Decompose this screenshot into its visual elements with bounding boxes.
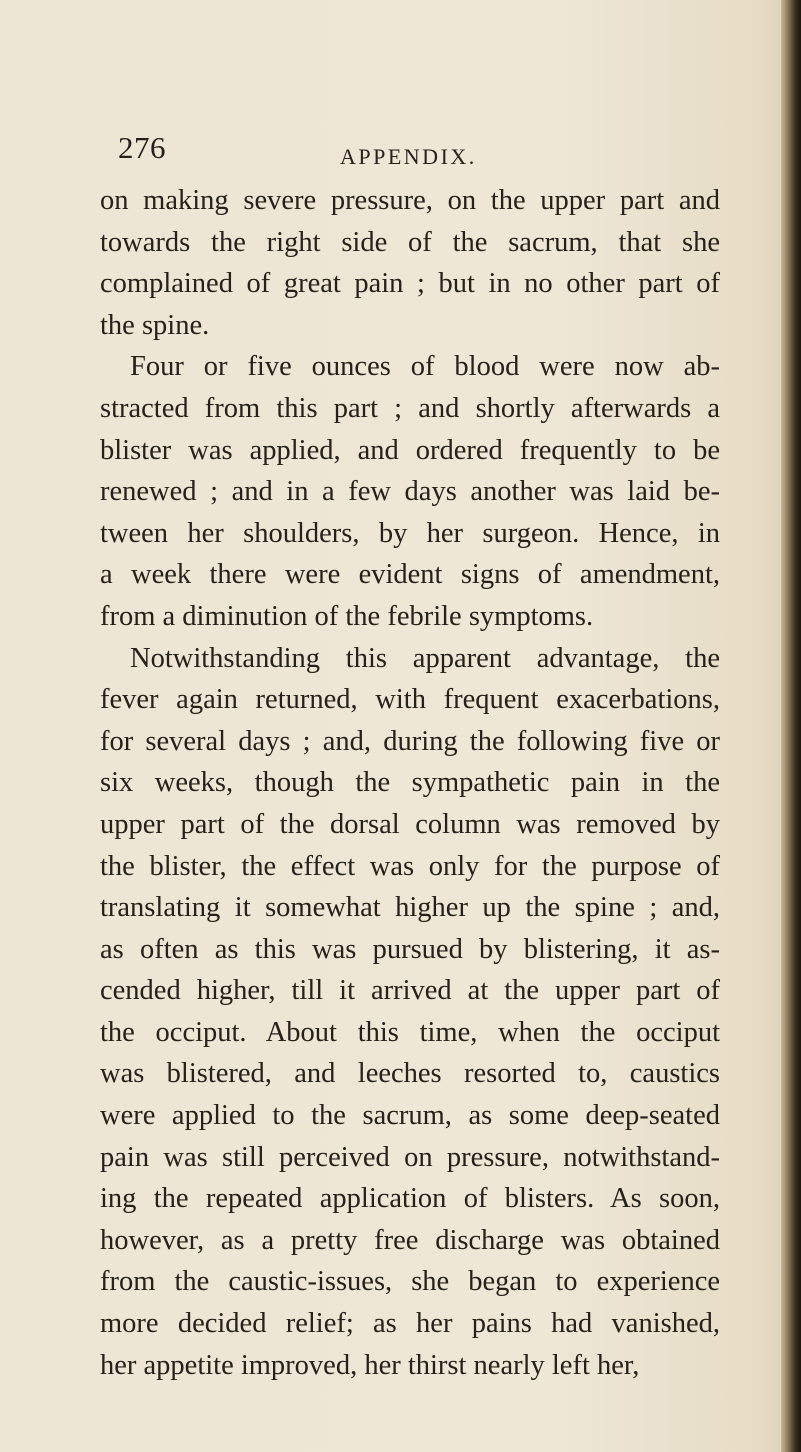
- text-line: Notwithstanding this apparent advantage, the: [130, 642, 720, 674]
- text-line: a week there were evident signs of amendment,: [100, 559, 720, 591]
- text-line: were applied to the sacrum, as some deep-seated: [100, 1100, 720, 1132]
- text-line: more decided relief; as her pains had vanished,: [100, 1308, 720, 1340]
- text-line: however, as a pretty free discharge was obtained: [100, 1224, 720, 1256]
- text-line: was blistered, and leeches resorted to, caustics: [100, 1058, 720, 1090]
- text-line: the spine.: [100, 309, 210, 341]
- text-line: ing the repeated application of blisters. As soon,: [100, 1183, 720, 1215]
- text-line: stracted from this part ; and shortly afterwards a: [100, 392, 720, 424]
- text-line: the occiput. About this time, when the occiput: [100, 1016, 720, 1048]
- text-line: Four or five ounces of blood were now ab-: [130, 351, 720, 383]
- text-line: from a diminution of the febrile symptoms.: [100, 600, 594, 632]
- running-head: [118, 118, 678, 168]
- page-number: 276: [118, 130, 166, 165]
- text-line: on making severe pressure, on the upper part and: [100, 185, 720, 216]
- text-line: her appetite improved, her thirst nearly left her,: [100, 1349, 640, 1381]
- text-line: renewed ; and in a few days another was laid be-: [100, 476, 720, 508]
- running-head-title: APPENDIX.: [340, 144, 477, 169]
- text-line: tween her shoulders, by her surgeon. Hence, in: [100, 517, 720, 549]
- text-line: for several days ; and, during the following five or: [100, 725, 720, 757]
- text-line: from the caustic-issues, she began to experience: [100, 1266, 720, 1298]
- text-line: pain was still perceived on pressure, notwithstand-: [100, 1141, 720, 1173]
- text-line: towards the right side of the sacrum, that she: [100, 226, 720, 258]
- book-binding-edge: [781, 0, 801, 1452]
- text-line: six weeks, though the sympathetic pain in the: [100, 767, 720, 799]
- text-line: the blister, the effect was only for the purpose of: [100, 850, 720, 882]
- text-line: upper part of the dorsal column was removed by: [100, 808, 720, 840]
- text-line: complained of great pain ; but in no other part of: [100, 268, 720, 300]
- text-line: as often as this was pursued by blistering, it as-: [100, 933, 720, 965]
- text-line: blister was applied, and ordered frequently to be: [100, 434, 720, 466]
- text-line: translating it somewhat higher up the spine ; and,: [100, 892, 720, 924]
- body-text: [100, 180, 720, 1386]
- text-line: fever again returned, with frequent exacerbations,: [100, 684, 720, 716]
- text-line: cended higher, till it arrived at the upper part of: [100, 975, 720, 1007]
